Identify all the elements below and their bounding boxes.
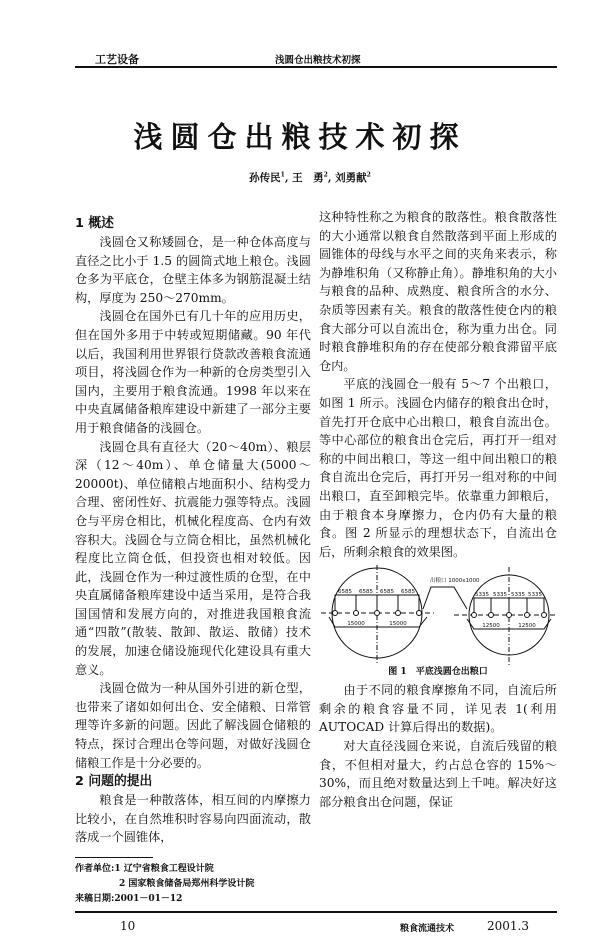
header-running-title: 浅圆仓出粮技术初探: [275, 55, 361, 66]
dimension-label: 15000: [347, 621, 365, 628]
dimension-label: 12500: [518, 623, 536, 630]
outlet-diagram: [319, 565, 557, 665]
footnote-received-date: 来稿日期:2001－01－12: [75, 894, 183, 904]
paragraph: 粮食是一种散落体，相互间的内摩擦力比较小，在自然堆积时容易向四面流动，散落成一个圆锥体，: [75, 793, 311, 845]
issue-number: 2001.3: [487, 919, 529, 933]
left-column: [75, 208, 311, 911]
paragraph: 浅圆仓具有直径大（20～40m）、粮层深（12～40m）、单仓储量大(5000～20000t)、单位储粮占地面积小、结构受力合理、密闭性好、抗震能力强等特点。浅圆仓与平房仓相比，机械化程度高、仓内有效容积大。浅圆仓与立筒仓相比，虽然机械化程度比立筒仓低，但投资也相对较低。因此，浅圆仓作为一种过渡性质的仓型，在中央直属储备粮库建设中适当采用，是符合我国国情和发展方向的，对推进我国粮食流通“四散”(散装、散卸、散运、散储）技术的发展，加速仓储设施现代化建设具有重大意义。: [75, 439, 311, 677]
dimension-label: 6585: [338, 589, 352, 596]
article-body: [75, 208, 557, 943]
paragraph: 由于不同的粮食摩擦角不同，自流后所剩余的粮食容量不同，详见表 1(利用 AUTOCAD 计算后得出的数据)。: [319, 683, 557, 735]
dimension-label: 5335: [475, 592, 489, 599]
author: 孙传民: [249, 172, 281, 184]
footnotes: [75, 847, 311, 911]
dimension-label: 12500: [482, 623, 500, 630]
page-number: 10: [120, 919, 136, 933]
dimension-label: 15000: [389, 621, 407, 628]
footnote-rule: [75, 857, 153, 858]
page-footer: [75, 913, 557, 943]
author-affiliation: 2: [366, 171, 371, 179]
authors: 孙传民$^1$, 王 勇$^2$, 刘勇献$^2$: [249, 171, 371, 184]
footnote-affiliation-1: 作者单位:1 辽宁省粮食工程设计院: [75, 864, 214, 874]
footnote-affiliation-2: 2 国家粮食储备局郑州科学设计院: [119, 879, 255, 889]
dimension-label: 6585: [401, 589, 415, 596]
section-heading: 1 概述: [75, 216, 114, 231]
paragraph: 对大直径浅圆仓来说，自流后残留的粮食，不但相对量大，约占总仓容的 15%～30%，而且绝对数量达到上千吨。解决好这部分粮食出仓问题，保证: [319, 739, 557, 809]
paragraph: 浅圆仓在国外已有几十年的应用历史，但在国外多用于中转或短期储藏。90 年代以后，我国利用世界银行贷款改善粮食流通项目，将浅圆仓作为一种新的仓房类型引入国内，主要用于粮食流通。1998 年以来在中央直属储备粮库建设中新建了一部分主要用于粮食储备的浅圆仓。: [75, 309, 311, 435]
author: 刘勇献: [335, 172, 367, 184]
page-title: 浅圆仓出粮技术初探: [133, 120, 467, 154]
dimension-label: 6585: [380, 589, 394, 596]
journal-name: 粮食流通技术: [400, 924, 455, 934]
right-column: [319, 208, 557, 911]
paragraph: 浅圆仓做为一种从国外引进的新仓型，也带来了诸如如何出仓、安全储粮、日常管理等许多新的问题。因此了解浅圆仓储粮的特点，探讨合理出仓等问题，对做好浅圆仓储粮工作是十分必要的。: [75, 681, 311, 770]
section-heading: 2 问题的提出: [75, 774, 153, 790]
dimension-label: 5335: [493, 592, 507, 599]
paragraph: 浅圆仓又称矮圆仓，是一种仓体高度与直径之比小于 1.5 的圆筒式地上粮仓。浅圆仓多为平底仓，仓壁主体多为钢筋混凝土结构，厚度为 250～270mm。: [75, 235, 311, 305]
author: 王 勇: [292, 172, 324, 184]
paragraph: 平底的浅圆仓一般有 5～7 个出粮口，如图 1 所示。浅圆仓内储存的粮食出仓时，首先打开仓底中心出粮口，粮食自流出仓。等中心部位的粮食出仓完后，再打开一组对称的中间出粮口，等这一组中间出粮口的粮食自流出仓完后，再打开另一组对称的中间出粮口，直至卸粮完毕。依靠重力卸粮后，由于粮食本身摩擦力，仓内仍有大量的粮食。图 2 所显示的理想状态下，自流出仓后，所剩余粮食的效果图。: [319, 377, 557, 559]
figure-1: [319, 565, 557, 681]
header-rule: [75, 66, 557, 68]
figure-caption: 图 1 平底浅圆仓出粮口: [388, 667, 488, 678]
paragraph: 这种特性称之为粮食的散落性。粮食散落性的大小通常以粮食自然散落到平面上形成的圆锥体的母线与水平之间的夹角来表示，称为静堆积角（又称静止角）。静堆积角的大小与粮食的品种、成熟度、粮食所含的水分、杂质等因素有关。粮食的散落性使仓内的粮食大部分可以自流出仓，称为重力出仓。同时粮食静堆积角的存在使部分粮食滞留平底仓内。: [319, 210, 557, 373]
two-column-layout: [75, 208, 557, 911]
dimension-label: 5335: [528, 592, 542, 599]
dimension-label: 6585: [359, 589, 373, 596]
outlet-label: 出粮口 1000x1000: [430, 578, 480, 585]
author-affiliation: 2: [323, 171, 328, 179]
author-affiliation: 1: [280, 171, 285, 179]
header-section: 工艺设备: [95, 53, 139, 66]
dimension-label: 5335: [511, 592, 525, 599]
